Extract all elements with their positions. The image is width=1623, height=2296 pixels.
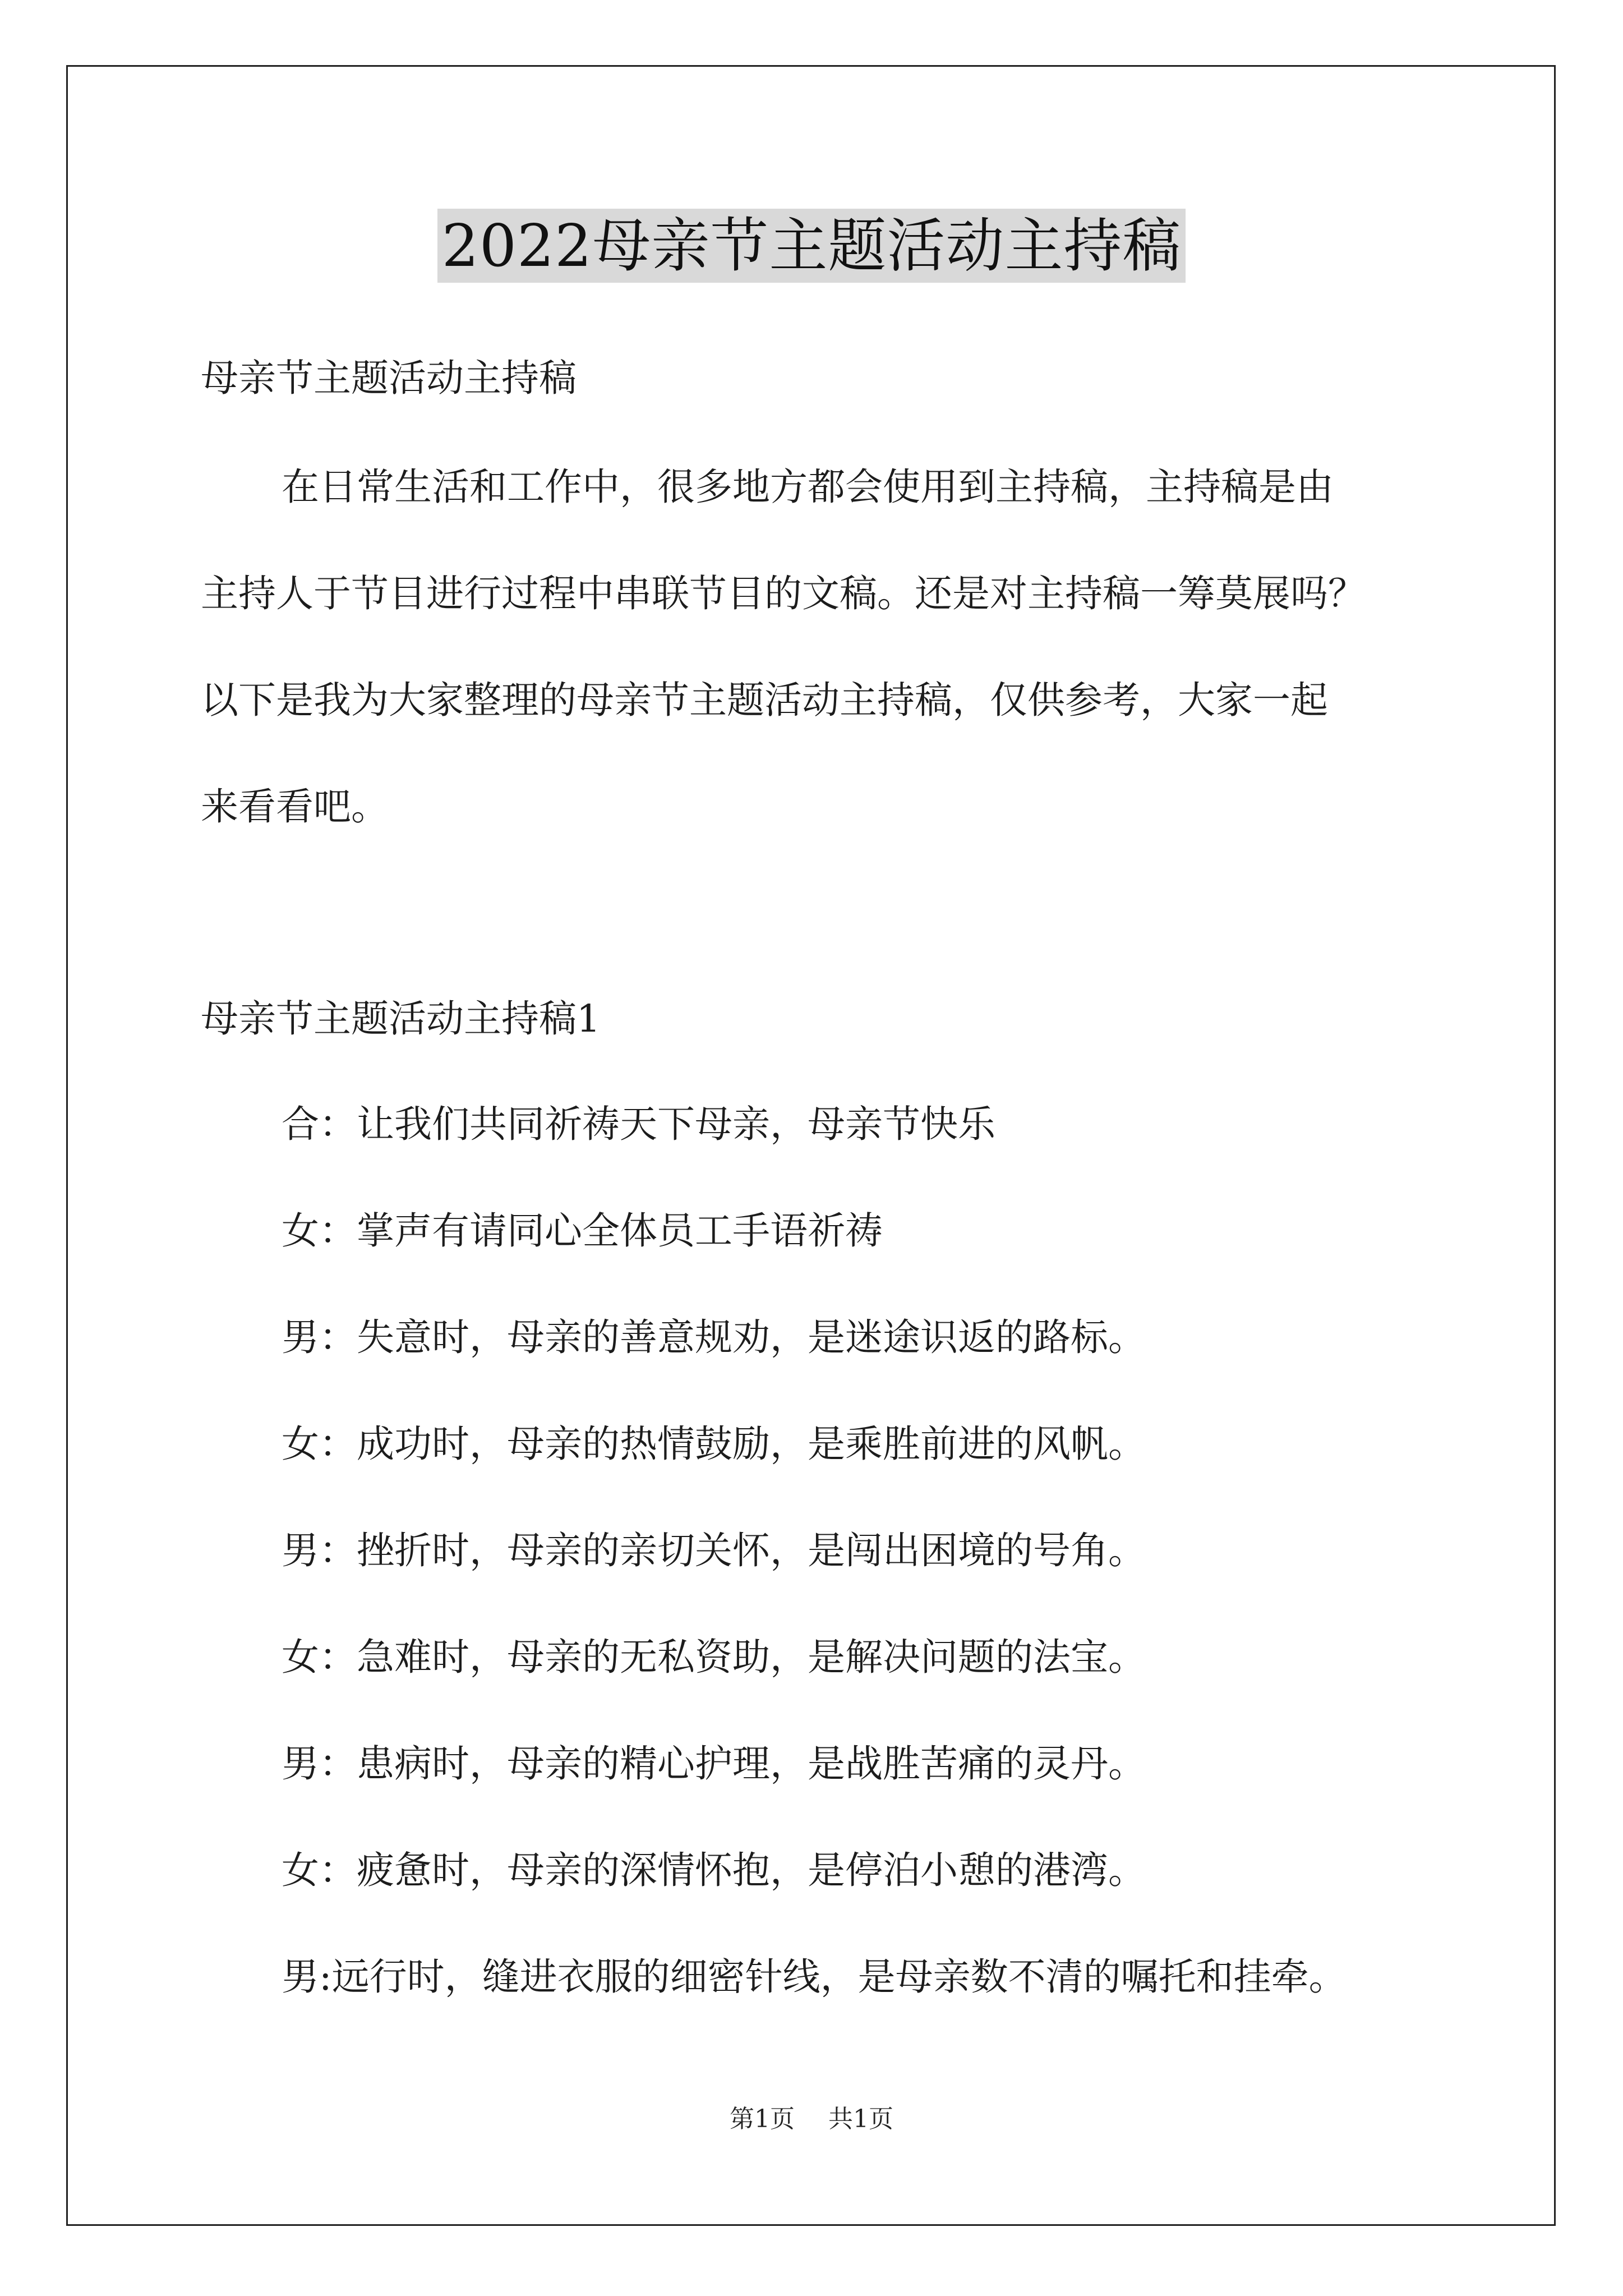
dialogue-line: 男：患病时，母亲的精心护理，是战胜苦痛的灵丹。: [282, 1742, 1146, 1786]
section-heading: 母亲节主题活动主持稿1: [201, 997, 601, 1041]
page-footer: [0, 2104, 1623, 2135]
document-title: 2022母亲节主题活动主持稿: [437, 209, 1186, 283]
dialogue-line: 男:远行时，缝进衣服的细密针线，是母亲数不清的嘱托和挂牵。: [282, 1955, 1347, 1999]
intro-line-4: 来看看吧。: [201, 785, 389, 829]
page-number: 第1页: [730, 2105, 795, 2133]
dialogue-line: 合：让我们共同祈祷天下母亲，母亲节快乐: [282, 1102, 995, 1146]
title-container: [0, 209, 1623, 283]
dialogue-line: 女：急难时，母亲的无私资助，是解决问题的法宝。: [282, 1635, 1146, 1679]
intro-line-1: 在日常生活和工作中，很多地方都会使用到主持稿，主持稿是由: [282, 465, 1334, 509]
subtitle: 母亲节主题活动主持稿: [201, 356, 577, 400]
intro-line-3: 以下是我为大家整理的母亲节主题活动主持稿，仅供参考，大家一起: [201, 678, 1328, 722]
dialogue-line: 女：成功时，母亲的热情鼓励，是乘胜前进的风帆。: [282, 1422, 1146, 1466]
dialogue-line: 男：挫折时，母亲的亲切关怀，是闯出困境的号角。: [282, 1529, 1146, 1572]
dialogue-line: 女：掌声有请同心全体员工手语祈祷: [282, 1209, 883, 1253]
intro-line-2: 主持人于节目进行过程中串联节目的文稿。还是对主持稿一筹莫展吗？: [201, 572, 1366, 615]
dialogue-line: 男：失意时，母亲的善意规劝，是迷途识返的路标。: [282, 1315, 1146, 1359]
page-total: 共1页: [828, 2105, 893, 2133]
dialogue-line: 女：疲惫时，母亲的深情怀抱，是停泊小憩的港湾。: [282, 1848, 1146, 1892]
